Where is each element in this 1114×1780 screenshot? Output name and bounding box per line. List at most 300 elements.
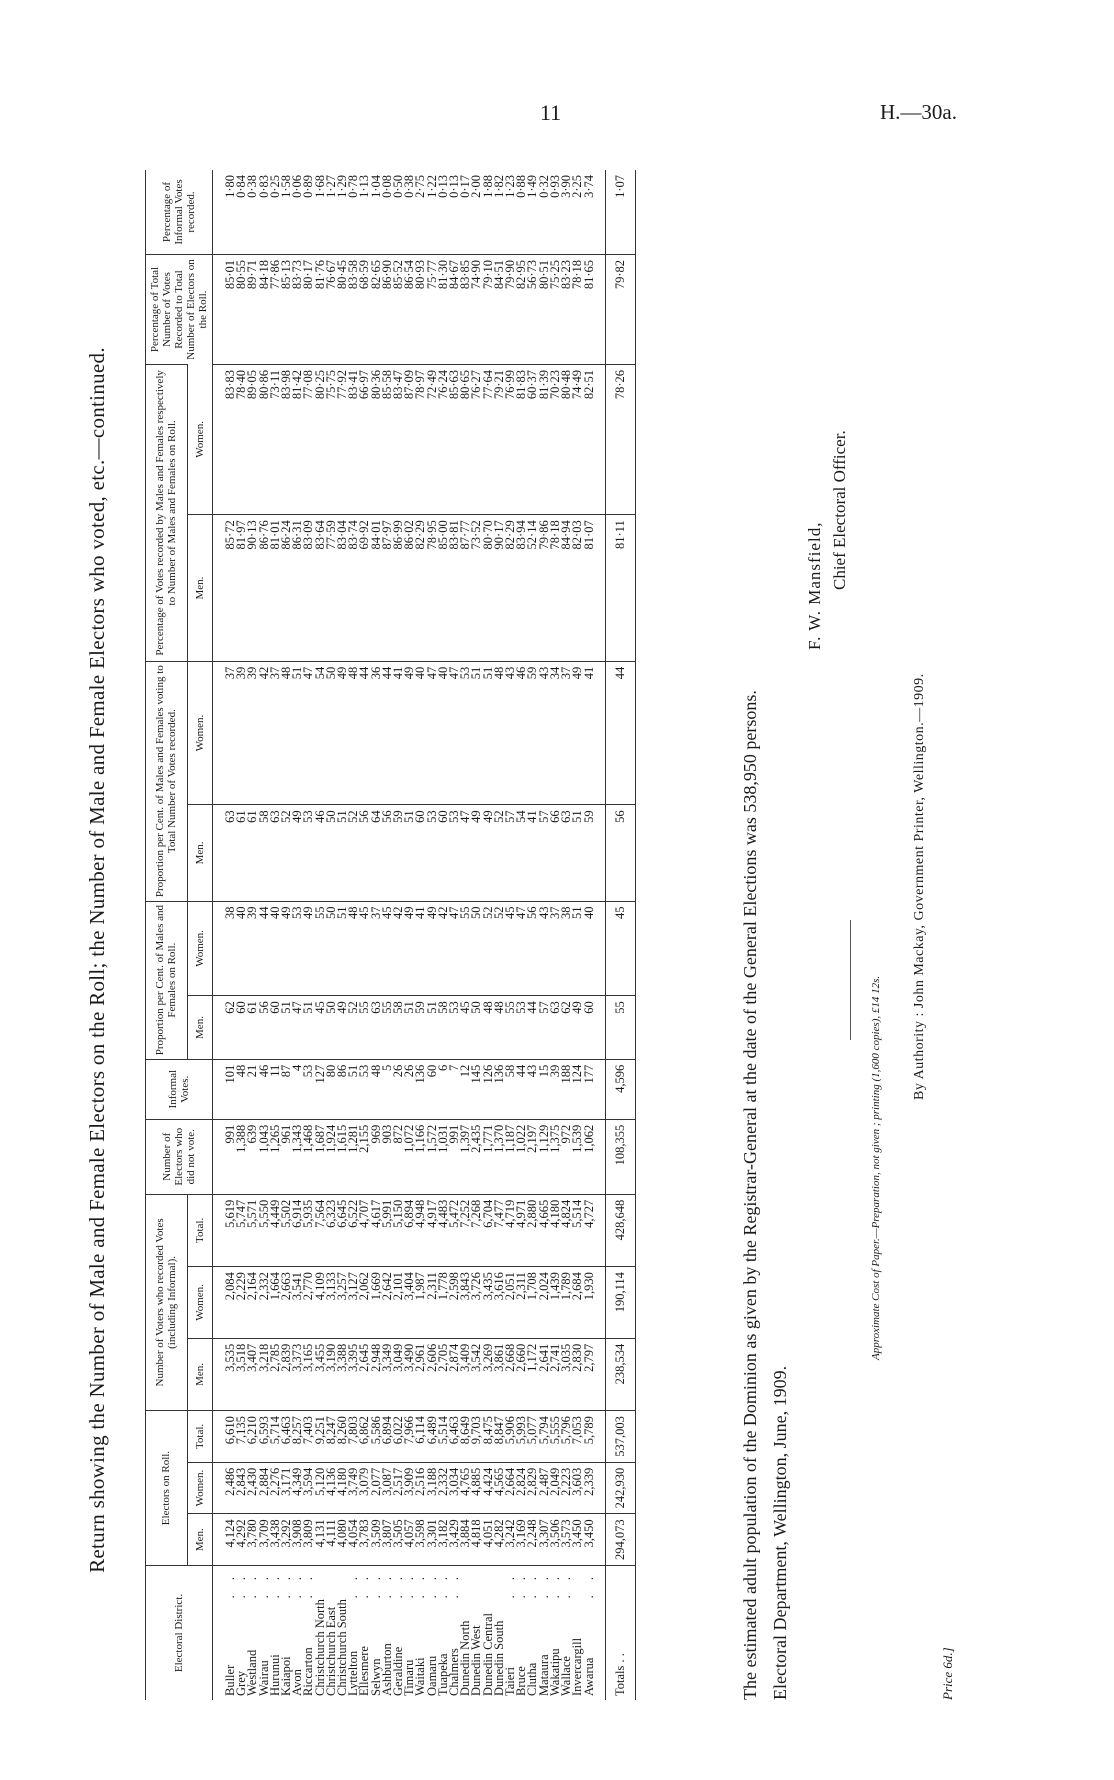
table-cell: 47 xyxy=(427,661,438,805)
return-title: Return showing the Number of Male and Female Electors on the Roll; the Number of Male and Female Electors who voted, etc.—continued. xyxy=(85,347,109,1573)
table-cell: 52 xyxy=(348,996,359,1059)
table-cell: 2,961 xyxy=(415,1338,426,1410)
table-cell: 3,307 xyxy=(539,1514,550,1566)
table-cell: 4,054 xyxy=(348,1514,359,1566)
table-cell: 2,077 xyxy=(371,1462,382,1514)
table-cell: 56 xyxy=(359,805,370,901)
table-cell: 2,824 xyxy=(516,1462,527,1514)
table-cell: 80·55 xyxy=(236,255,247,365)
table-cell: 49 xyxy=(281,901,292,996)
table-cell: 89·05 xyxy=(247,365,258,515)
table-cell: 84·01 xyxy=(371,515,382,661)
table-cell: 238,534 xyxy=(605,1338,635,1410)
table-cell: 61 xyxy=(247,805,258,901)
table-cell: 3,573 xyxy=(561,1514,572,1566)
subheader-women: Women. xyxy=(187,661,212,805)
table-cell: 78·95 xyxy=(427,515,438,661)
table-cell: 58 xyxy=(259,805,270,901)
table-cell: 42 xyxy=(393,901,404,996)
district-name: Dunedin West xyxy=(471,1566,482,1701)
table-cell: 41 xyxy=(584,661,606,805)
table-cell: 903 xyxy=(382,1119,393,1194)
authority-line: By Authority : John Mackay, Government Printer, Wellington.—1909. xyxy=(912,673,927,1100)
header-district: Electoral District. xyxy=(146,1566,213,1701)
table-cell: 78·18 xyxy=(550,515,561,661)
table-cell: 6,323 xyxy=(326,1194,337,1266)
table-cell: 2,785 xyxy=(270,1338,281,1410)
table-cell: 1·49 xyxy=(525,175,540,198)
table-cell: 4,180 xyxy=(550,1194,561,1266)
table-cell: 4,765 xyxy=(460,1462,471,1514)
table-cell: 6,645 xyxy=(337,1194,348,1266)
table-cell: 76·67 xyxy=(326,255,337,365)
table-cell: 39 xyxy=(247,901,258,996)
table-cell: 3,535 xyxy=(213,1338,237,1410)
table-cell: 60 xyxy=(236,996,247,1059)
table-cell: 8,475 xyxy=(483,1411,494,1463)
table-cell: 3,843 xyxy=(460,1267,471,1339)
table-cell: 48 xyxy=(281,661,292,805)
table-cell: 2,598 xyxy=(449,1267,460,1339)
table-cell: 3,301 xyxy=(427,1514,438,1566)
table-cell: 57 xyxy=(539,805,550,901)
table-cell: 969 xyxy=(371,1119,382,1194)
electors-return-table xyxy=(145,170,636,1700)
table-cell: 1,439 xyxy=(550,1267,561,1339)
table-cell: 5,789 xyxy=(584,1411,606,1463)
table-cell: 2,430 xyxy=(247,1462,258,1514)
table-cell: 124 xyxy=(572,1059,583,1119)
table-cell: 3,749 xyxy=(348,1462,359,1514)
table-cell: 3,292 xyxy=(281,1514,292,1566)
table-cell: 242,930 xyxy=(605,1462,635,1514)
table-cell: 3,127 xyxy=(348,1267,359,1339)
table-cell: 2,049 xyxy=(550,1462,561,1514)
table-cell: 90·13 xyxy=(247,515,258,661)
table-cell: 53 xyxy=(449,805,460,901)
table-cell: 3,616 xyxy=(494,1267,505,1339)
table-cell: 3,188 xyxy=(427,1462,438,1514)
table-cell: 47 xyxy=(516,901,527,996)
table-cell: 80·36 xyxy=(371,365,382,515)
table-cell: 1,397 xyxy=(460,1119,471,1194)
table-cell: 1,771 xyxy=(483,1119,494,1194)
table-cell: 2,332 xyxy=(259,1267,270,1339)
table-cell: 5,796 xyxy=(561,1411,572,1463)
table-cell: 60 xyxy=(415,805,426,901)
table-cell: 50 xyxy=(471,996,482,1059)
table-cell: 77·59 xyxy=(326,515,337,661)
table-cell: 1,043 xyxy=(259,1119,270,1194)
table-cell: 55 xyxy=(605,996,635,1059)
subheader-men: Men. xyxy=(187,1514,212,1566)
district-name: Clutha . . xyxy=(527,1566,538,1701)
table-cell: 63 xyxy=(550,996,561,1059)
table-cell: 52·14 xyxy=(527,515,538,661)
table-cell: 86 xyxy=(337,1059,348,1119)
table-cell: 51 xyxy=(471,661,482,805)
table-cell: 7,252 xyxy=(460,1194,471,1266)
table-cell: 56 xyxy=(605,805,635,901)
district-name: Dunedin South xyxy=(494,1566,505,1701)
table-cell: 81·65 xyxy=(584,255,606,365)
table-cell: 5,991 xyxy=(382,1194,393,1266)
district-name: Riccarton . . xyxy=(303,1566,314,1701)
table-cell: 9,251 xyxy=(315,1411,326,1463)
table-cell: 3,269 xyxy=(483,1338,494,1410)
table-cell: 37 xyxy=(550,901,561,996)
table-cell: 0·84 xyxy=(234,175,249,198)
table-cell: 38 xyxy=(561,901,572,996)
table-cell: 2,642 xyxy=(382,1267,393,1339)
table-cell: 50 xyxy=(326,661,337,805)
table-cell: 537,003 xyxy=(605,1411,635,1463)
table-cell: 61 xyxy=(236,805,247,901)
table-cell: 85·63 xyxy=(449,365,460,515)
page-number: 11 xyxy=(540,100,562,125)
district-name: Westland . . xyxy=(247,1566,258,1701)
table-cell: 50 xyxy=(471,901,482,996)
table-cell: 37 xyxy=(371,901,382,996)
table-cell: 49 xyxy=(292,805,303,901)
table-cell: 3,435 xyxy=(483,1267,494,1339)
table-cell: 3,035 xyxy=(561,1338,572,1410)
table-cell: 75·25 xyxy=(550,255,561,365)
table-cell: 1,987 xyxy=(415,1267,426,1339)
district-name: Grey . . xyxy=(236,1566,247,1701)
table-cell: 0·17 xyxy=(458,175,473,198)
table-cell: 53 xyxy=(359,1059,370,1119)
table-cell: 37 xyxy=(561,661,572,805)
table-cell: 2,311 xyxy=(516,1267,527,1339)
table-cell: 50 xyxy=(326,996,337,1059)
table-cell: 1,789 xyxy=(561,1267,572,1339)
table-cell: 76·99 xyxy=(505,365,516,515)
table-cell: 4,109 xyxy=(315,1267,326,1339)
table-cell: 46 xyxy=(516,661,527,805)
table-cell: 70·23 xyxy=(550,365,561,515)
table-cell: 47 xyxy=(460,805,471,901)
table-cell: 2,435 xyxy=(471,1119,482,1194)
table-cell: 136 xyxy=(415,1059,426,1119)
table-cell: 51 xyxy=(572,901,583,996)
header-prop-roll: Proportion per Cent. of Males and Females on Roll. xyxy=(146,901,188,1059)
table-cell: 6,522 xyxy=(348,1194,359,1266)
district-name: Tuapeka . . xyxy=(438,1566,449,1701)
table-cell: 76·24 xyxy=(438,365,449,515)
table-cell: 87·09 xyxy=(404,365,415,515)
table-cell: 7,135 xyxy=(236,1411,247,1463)
table-cell: 53 xyxy=(292,901,303,996)
district-name: Awarua . . xyxy=(584,1566,606,1701)
table-cell: 9,703 xyxy=(471,1411,482,1463)
table-cell: 3,218 xyxy=(259,1338,270,1410)
table-cell: 79·82 xyxy=(605,255,635,365)
table-cell: 3,505 xyxy=(393,1514,404,1566)
table-cell: 126 xyxy=(483,1059,494,1119)
table-cell: 78·40 xyxy=(236,365,247,515)
table-cell: 3,182 xyxy=(438,1514,449,1566)
table-cell: 2,339 xyxy=(584,1462,606,1514)
table-cell: 2,948 xyxy=(371,1338,382,1410)
header-pct-total: Percentage of Total Number of Votes Recorded to Total Number of Electors on the Roll. xyxy=(146,255,213,365)
table-cell: 2,024 xyxy=(539,1267,550,1339)
district-name: Wairau . . xyxy=(259,1566,270,1701)
table-cell: 34 xyxy=(550,661,561,805)
table-cell: 85·72 xyxy=(213,515,237,661)
table-cell: 57 xyxy=(505,805,516,901)
table-cell: 52 xyxy=(348,805,359,901)
table-cell: 56 xyxy=(259,996,270,1059)
table-cell: 1,388 xyxy=(236,1119,247,1194)
table-cell: 47 xyxy=(449,661,460,805)
table-cell: 961 xyxy=(281,1119,292,1194)
header-prop-voting: Proportion per Cent. of Males and Females voting to Total Number of Votes recorded. xyxy=(146,661,188,901)
table-cell: 83·64 xyxy=(315,515,326,661)
table-cell: 2,051 xyxy=(505,1267,516,1339)
table-cell: 84·51 xyxy=(494,255,505,365)
table-cell: 83·23 xyxy=(561,255,572,365)
table-cell: 85·00 xyxy=(438,515,449,661)
table-cell: 51 xyxy=(337,805,348,901)
header-did-not-vote: Number of Electors who did not vote. xyxy=(146,1119,213,1194)
table-cell: 84·94 xyxy=(561,515,572,661)
table-cell: 44 xyxy=(516,1059,527,1119)
table-cell: 4,080 xyxy=(337,1514,348,1566)
table-cell: 4,824 xyxy=(561,1194,572,1266)
table-cell: 5,120 xyxy=(315,1462,326,1514)
table-cell: 1·13 xyxy=(357,175,372,198)
table-cell: 8,847 xyxy=(494,1411,505,1463)
table-cell: 3,165 xyxy=(303,1338,314,1410)
table-cell: 1,072 xyxy=(404,1119,415,1194)
table-cell: 21 xyxy=(247,1059,258,1119)
table-cell: 2,829 xyxy=(527,1462,538,1514)
table-cell: 57 xyxy=(539,996,550,1059)
table-cell: 4,483 xyxy=(438,1194,449,1266)
table-cell: 6,022 xyxy=(393,1411,404,1463)
table-cell: 2,487 xyxy=(539,1462,550,1514)
district-name: Geraldine . . xyxy=(393,1566,404,1701)
table-cell: 59 xyxy=(527,661,538,805)
table-cell: 80·45 xyxy=(337,255,348,365)
table-cell: 3,490 xyxy=(404,1338,415,1410)
district-name: Hurunui . . xyxy=(270,1566,281,1701)
table-cell: 2,705 xyxy=(438,1338,449,1410)
table-cell: 79·10 xyxy=(483,255,494,365)
table-cell: 86·02 xyxy=(404,515,415,661)
table-cell: 5,571 xyxy=(247,1194,258,1266)
table-cell: 43 xyxy=(527,1059,538,1119)
table-cell: 7,803 xyxy=(348,1411,359,1463)
table-cell: 2,517 xyxy=(393,1462,404,1514)
table-cell: 84·18 xyxy=(259,255,270,365)
table-cell: 73·52 xyxy=(471,515,482,661)
district-name: Dunedin Central xyxy=(483,1566,494,1701)
subheader-men: Men. xyxy=(187,515,212,661)
table-cell: 3,780 xyxy=(247,1514,258,1566)
header-pct-informal: Percentage of Informal Votes recorded. xyxy=(146,170,213,255)
table-cell: 3·74 xyxy=(581,175,596,198)
table-cell: 8,260 xyxy=(337,1411,348,1463)
table-cell: 43 xyxy=(505,661,516,805)
table-cell: 53 xyxy=(303,805,314,901)
header-pct-recorded: Percentage of Votes recorded by Males and Females respectively to Number of Males and Females on Roll. xyxy=(146,365,188,662)
table-cell: 83·47 xyxy=(393,365,404,515)
table-cell: 6,210 xyxy=(247,1411,258,1463)
table-cell: 83·74 xyxy=(348,515,359,661)
table-cell: 82·29 xyxy=(505,515,516,661)
table-cell: 58 xyxy=(393,996,404,1059)
table-cell: 4,617 xyxy=(371,1194,382,1266)
table-cell: 44 xyxy=(259,901,270,996)
table-cell: 51 xyxy=(281,996,292,1059)
table-cell: 2,874 xyxy=(449,1338,460,1410)
table-cell: 294,073 xyxy=(605,1514,635,1566)
table-cell: 6,593 xyxy=(259,1411,270,1463)
rotated-content xyxy=(50,160,1050,1740)
table-cell: 40 xyxy=(438,661,449,805)
table-cell: 62 xyxy=(213,996,237,1059)
district-name: Waitaki . . xyxy=(415,1566,426,1701)
table-cell: 83·98 xyxy=(281,365,292,515)
table-cell: 3,169 xyxy=(516,1514,527,1566)
cost-note: Approximate Cost of Paper.—Preparation, not given ; printing (1,600 copies), £14 12s. xyxy=(870,975,882,1360)
table-cell: 45 xyxy=(359,901,370,996)
divider xyxy=(850,920,851,1040)
table-cell: 89·71 xyxy=(247,255,258,365)
table-cell: 4,971 xyxy=(516,1194,527,1266)
table-cell: 3,598 xyxy=(415,1514,426,1566)
table-cell: 77·86 xyxy=(270,255,281,365)
table-cell: 48 xyxy=(483,996,494,1059)
table-cell: 82·03 xyxy=(572,515,583,661)
table-cell: 5 xyxy=(382,1059,393,1119)
table-cell: 4,665 xyxy=(539,1194,550,1266)
table-cell: 3,807 xyxy=(382,1514,393,1566)
table-cell: 2,084 xyxy=(213,1267,237,1339)
table-cell: 991 xyxy=(449,1119,460,1194)
table-cell: 2,684 xyxy=(572,1267,583,1339)
table-cell: 3,861 xyxy=(494,1338,505,1410)
table-cell: 3,407 xyxy=(247,1338,258,1410)
table-cell: 85·58 xyxy=(382,365,393,515)
table-cell: 82·65 xyxy=(371,255,382,365)
table-cell: 6,894 xyxy=(382,1411,393,1463)
table-cell: 81·01 xyxy=(270,515,281,661)
district-name: Dunedin North xyxy=(460,1566,471,1701)
table-cell: 4,131 xyxy=(315,1514,326,1566)
table-cell: 1,172 xyxy=(527,1338,538,1410)
table-cell: 4,424 xyxy=(483,1462,494,1514)
district-name: Bruce . . xyxy=(516,1566,527,1701)
table-cell: 3,373 xyxy=(292,1338,303,1410)
district-name: Selwyn . . xyxy=(371,1566,382,1701)
table-cell: 49 xyxy=(404,661,415,805)
table-cell: 3,438 xyxy=(270,1514,281,1566)
table-cell: 3,049 xyxy=(393,1338,404,1410)
table-cell: 2,223 xyxy=(561,1462,572,1514)
table-cell: 4,111 xyxy=(326,1514,337,1566)
table-cell: 0·06 xyxy=(290,175,305,198)
table-cell: 4,719 xyxy=(505,1194,516,1266)
table-cell: 177 xyxy=(584,1059,606,1119)
table-cell: 86·31 xyxy=(292,515,303,661)
table-cell: 86·24 xyxy=(281,515,292,661)
table-cell: 0·78 xyxy=(346,175,361,198)
department-line: Electoral Department, Wellington, June, 1909. xyxy=(770,1365,790,1700)
table-cell: 38 xyxy=(213,901,237,996)
table-cell: 1·22 xyxy=(424,175,439,198)
table-cell: 2,229 xyxy=(236,1267,247,1339)
table-cell: 51 xyxy=(404,996,415,1059)
table-cell: 2,797 xyxy=(584,1338,606,1410)
table-cell: 4,596 xyxy=(605,1059,635,1119)
table-cell: 6 xyxy=(438,1059,449,1119)
table-cell: 7,053 xyxy=(572,1411,583,1463)
table-cell: 83·85 xyxy=(460,255,471,365)
table-cell: 83·81 xyxy=(449,515,460,661)
table-cell: 3,388 xyxy=(337,1338,348,1410)
table-cell: 86·90 xyxy=(382,255,393,365)
table-cell: 69·92 xyxy=(359,515,370,661)
table-cell: 49 xyxy=(471,805,482,901)
table-cell: 40 xyxy=(415,661,426,805)
table-cell: 77·64 xyxy=(483,365,494,515)
table-cell: 0·38 xyxy=(245,175,260,198)
table-cell: 45 xyxy=(605,901,635,996)
table-cell: 991 xyxy=(213,1119,237,1194)
table-cell: 5,747 xyxy=(236,1194,247,1266)
table-cell: 3,783 xyxy=(359,1514,370,1566)
table-cell: 639 xyxy=(247,1119,258,1194)
table-cell: 81·07 xyxy=(584,515,606,661)
table-cell: 3,395 xyxy=(348,1338,359,1410)
table-cell: 54 xyxy=(315,661,326,805)
table-cell: 7,268 xyxy=(471,1194,482,1266)
subheader-women: Women. xyxy=(187,365,212,515)
table-cell: 66·97 xyxy=(359,365,370,515)
table-cell: 11 xyxy=(270,1059,281,1119)
table-cell: 83·04 xyxy=(337,515,348,661)
table-cell: 60 xyxy=(438,805,449,901)
table-cell: 1,343 xyxy=(292,1119,303,1194)
table-cell: 55 xyxy=(460,901,471,996)
table-cell: 86·99 xyxy=(393,515,404,661)
table-cell: 5,514 xyxy=(572,1194,583,1266)
table-cell: 62 xyxy=(561,996,572,1059)
table-cell: 1·29 xyxy=(335,175,350,198)
district-name: Invercargill xyxy=(572,1566,583,1701)
table-cell: 90·17 xyxy=(494,515,505,661)
table-cell: 3,455 xyxy=(315,1338,326,1410)
table-cell: 3,542 xyxy=(471,1338,482,1410)
table-cell: 1,539 xyxy=(572,1119,583,1194)
header-informal: Informal Votes. xyxy=(146,1059,213,1119)
table-cell: 52 xyxy=(494,901,505,996)
table-cell: 48 xyxy=(371,1059,382,1119)
table-cell: 41 xyxy=(393,661,404,805)
table-cell: 0·25 xyxy=(267,175,282,198)
table-cell: 2,884 xyxy=(259,1462,270,1514)
table-cell: 63 xyxy=(270,805,281,901)
table-cell: 4,948 xyxy=(415,1194,426,1266)
table-cell: 0·50 xyxy=(391,175,406,198)
table-cell: 5,502 xyxy=(281,1194,292,1266)
page-reference: H.—30a. xyxy=(880,100,957,124)
table-cell: 81·30 xyxy=(438,255,449,365)
table-cell: 45 xyxy=(315,996,326,1059)
